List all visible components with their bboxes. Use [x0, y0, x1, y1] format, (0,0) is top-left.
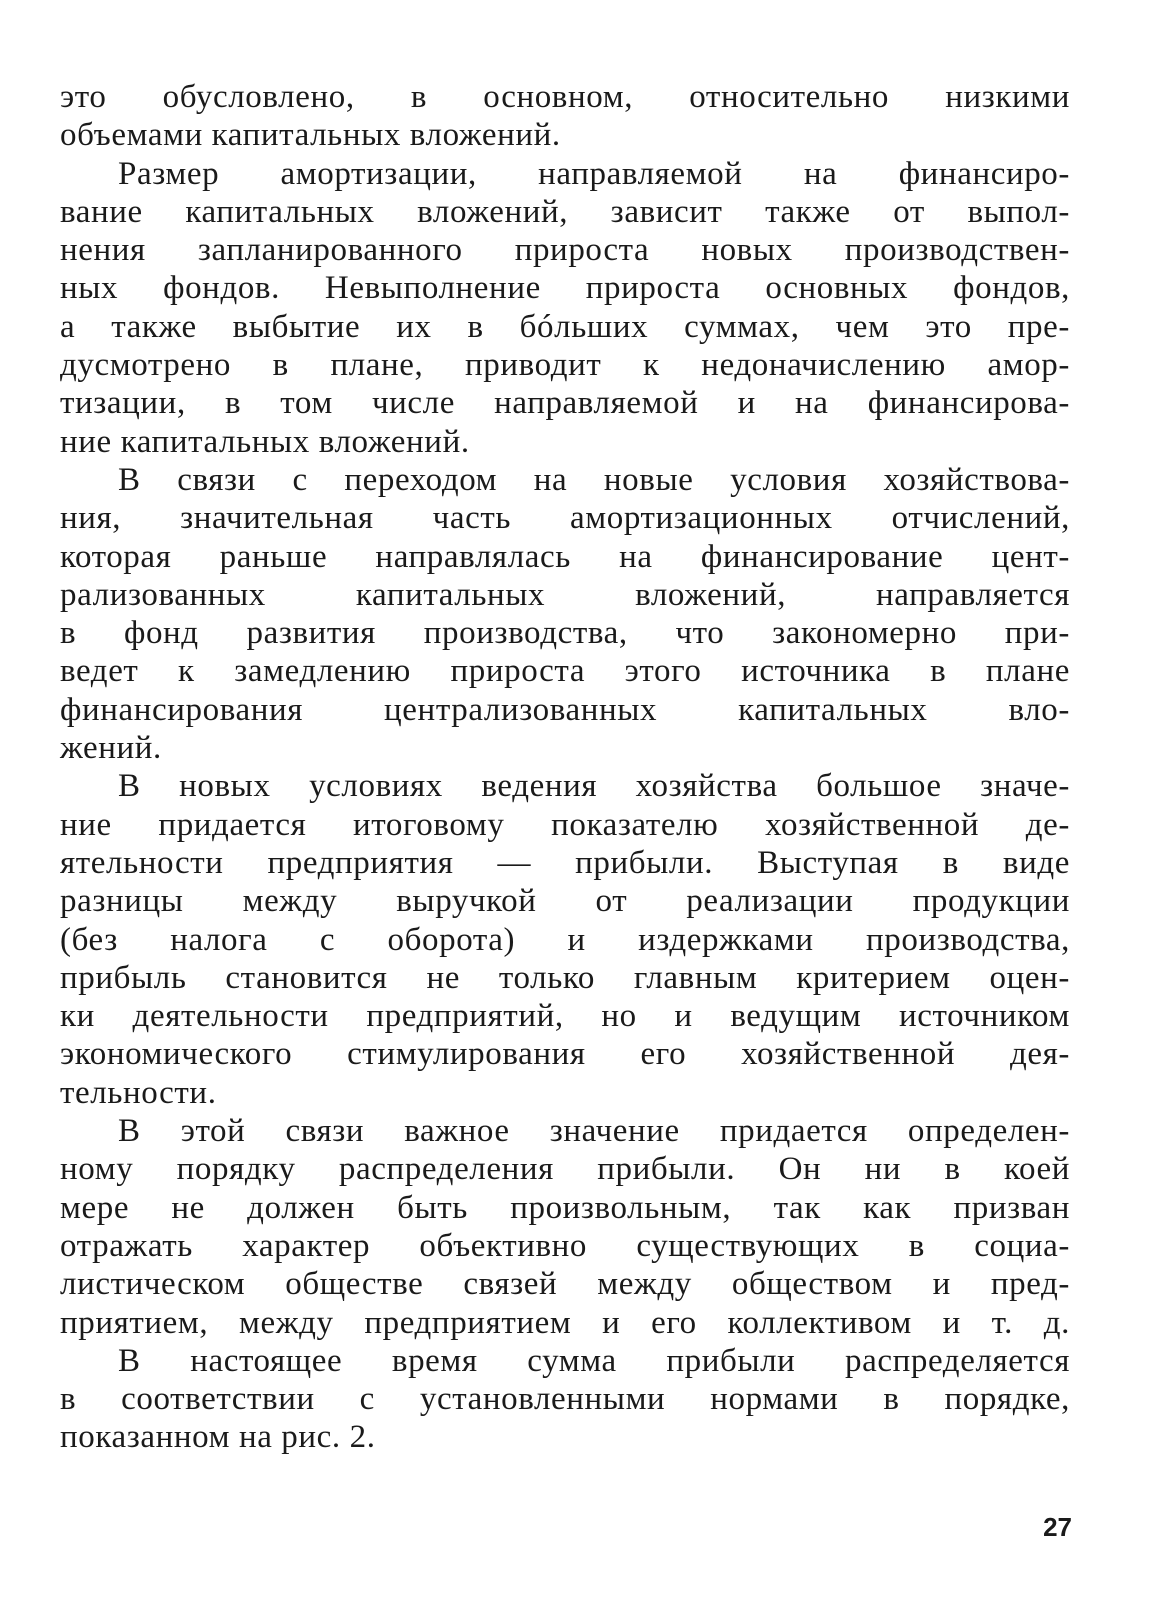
text-line: объемами капитальных вложений.	[60, 117, 561, 154]
text-line: дусмотрено в плане, приводит к недоначислению амор-	[60, 347, 1070, 384]
text-line: в фонд развития производства, что закономерно при-	[60, 615, 1070, 652]
text-line: мере не должен быть произвольным, так как призван	[60, 1189, 1070, 1226]
text-line: тельности.	[60, 1074, 217, 1111]
page-number: 27	[1043, 1512, 1072, 1542]
text-line: В настоящее время сумма прибыли распределяется	[118, 1342, 1070, 1379]
text-line: ятельности предприятия — прибыли. Выступая в виде	[60, 844, 1070, 881]
page-body	[60, 78, 1070, 1457]
text-line: ние капитальных вложений.	[60, 423, 470, 460]
text-line: экономического стимулирования его хозяйственной дея-	[60, 1036, 1070, 1073]
text-line: нения запланированного прироста новых производствен-	[60, 232, 1070, 269]
text-line: ки деятельности предприятий, но и ведущим источником	[60, 998, 1070, 1035]
text-line: которая раньше направлялась на финансирование цент-	[60, 538, 1070, 575]
text-line: в соответствии с установленными нормами в порядке,	[60, 1381, 1070, 1418]
text-line: это обусловлено, в основном, относительно низкими	[60, 79, 1070, 115]
text-line: (без налога с оборота) и издержками производства,	[60, 921, 1070, 958]
text-line: В связи с переходом на новые условия хозяйствова-	[118, 461, 1070, 498]
text-line: Размер амортизации, направляемой на финансиро-	[118, 155, 1070, 192]
text-line: тизации, в том числе направляемой и на финансирова-	[60, 385, 1070, 422]
text-line: а также выбытие их в бóльших суммах, чем это пре-	[60, 308, 1070, 345]
text-line: ных фондов. Невыполнение прироста основных фондов,	[60, 270, 1070, 307]
text-line: ния, значительная часть амортизационных отчислений,	[60, 500, 1070, 537]
text-line: прибыль становится не только главным критерием оцен-	[60, 959, 1070, 996]
text-line: жений.	[60, 730, 162, 767]
text-line: В новых условиях ведения хозяйства большое значе-	[118, 768, 1070, 805]
text-line: разницы между выручкой от реализации продукции	[60, 883, 1070, 920]
text-line: отражать характер объективно существующих в социа-	[60, 1227, 1070, 1264]
text-line: показанном на рис. 2.	[60, 1419, 376, 1456]
text-line: ние придается итоговому показателю хозяйственной де-	[60, 806, 1070, 843]
text-line: ведет к замедлению прироста этого источника в плане	[60, 653, 1070, 690]
text-line: рализованных капитальных вложений, направляется	[60, 576, 1070, 613]
text-line: В этой связи важное значение придается определен-	[118, 1113, 1070, 1150]
text-line: листическом обществе связей между обществом и пред-	[60, 1266, 1070, 1303]
text-line: ному порядку распределения прибыли. Он ни в коей	[60, 1151, 1070, 1188]
text-line: финансирования централизованных капитальных вло-	[60, 691, 1070, 728]
text-line: вание капитальных вложений, зависит также от выпол-	[60, 193, 1070, 230]
text-line: приятием, между предприятием и его коллективом и т. д.	[60, 1304, 1070, 1341]
